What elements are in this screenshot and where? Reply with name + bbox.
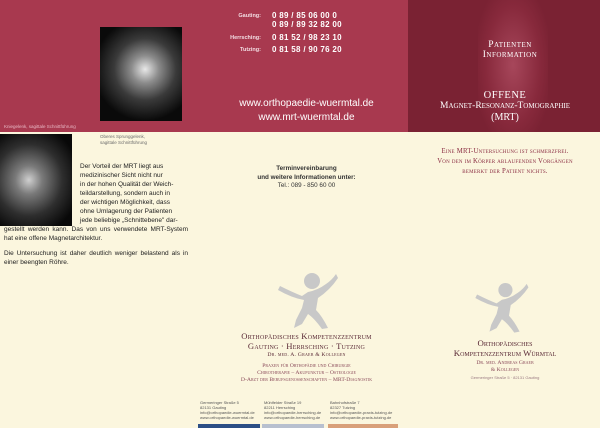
right-title-line-2: Kompetenzzentrum Würmtal — [453, 347, 557, 358]
address-gauting-email[interactable]: info@orthopaedie-wuermtal.de — [200, 410, 255, 415]
figure-logo-icon — [272, 268, 342, 330]
figure-logo-icon — [470, 278, 532, 334]
body-text — [4, 162, 188, 273]
appointment-subtitle: und weitere Informationen unter: — [257, 173, 356, 181]
address-color-bar-gauting — [198, 424, 260, 428]
address-gauting — [200, 400, 255, 420]
body-p1-line-3: in der hohen Qualität der Weich- — [80, 181, 174, 188]
website-url-orthopaedie[interactable]: www.orthopaedie-wuermtal.de — [239, 98, 374, 109]
address-herrsching — [264, 400, 321, 420]
address-gauting-city: 82131 Gauting — [200, 405, 227, 410]
right-intro-line-3: bemerkt der Patient nichts. — [462, 168, 548, 175]
contact-label-herrsching: Herrsching: — [230, 35, 261, 41]
mri-knee-caption — [100, 134, 147, 146]
right-doctor — [410, 360, 600, 374]
right-doctor-name: Dr. med. Andreas Graeb — [476, 360, 534, 366]
contact-label-tutzing: Tutzing: — [240, 47, 261, 53]
patient-info-line-2: Information — [482, 50, 538, 60]
center-doctors: Dr. med. A. Graeb & Kollegen — [267, 352, 346, 358]
right-intro-line-1: Eine MRT-Untersuchung ist schmerzfrei. — [441, 148, 569, 155]
offene-heading: OFFENE — [483, 90, 527, 101]
mri-knee-caption-line-1: Oberes Sprunggelenk, — [100, 134, 146, 139]
contact-number-herrsching: 0 81 52 / 98 23 10 — [272, 33, 342, 42]
center-title-line-2: Gauting · Herrsching · Tutzing — [247, 340, 366, 351]
contact-number-gauting-2: 0 89 / 89 32 82 00 — [272, 20, 342, 29]
address-tutzing-street: Bahnhofstraße 7 — [330, 400, 360, 405]
address-gauting-street: Germeringer Straße 5 — [200, 400, 239, 405]
right-title-line-1: Orthopädisches — [477, 338, 533, 348]
center-service-line-1: Praxen für Orthopädie und Chirurgie — [262, 363, 351, 369]
appointment-phone[interactable]: Tel.: 089 - 850 60 00 — [277, 182, 336, 189]
right-address: Germeringer Straße 5 · 82131 Gauting — [470, 375, 540, 380]
right-intro-text — [410, 147, 600, 177]
right-intro-line-2: Von den im Körper ablaufenden Vorgängen — [437, 158, 573, 165]
address-gauting-web[interactable]: www.orthopaedie-wuermtal.de — [200, 415, 254, 420]
center-service-line-2: Chirotherapie – Akupunktur – Osteologie — [257, 370, 356, 376]
body-p1-line-4: teildarstellung, sondern auch in — [80, 190, 170, 197]
ankle-mri-image — [100, 27, 182, 121]
appointment-info — [205, 165, 408, 191]
address-herrsching-email[interactable]: info@orthopaedie-herrsching.de — [264, 410, 322, 415]
contact-number-gauting-1: 0 89 / 85 06 00 0 — [272, 11, 338, 20]
contact-label-gauting: Gauting: — [238, 13, 261, 19]
contact-number-tutzing: 0 81 58 / 90 76 20 — [272, 45, 342, 54]
right-practice-title — [410, 339, 600, 358]
body-p1-line-2: medizinischer Sicht nicht nur — [80, 172, 163, 179]
address-color-bar-tutzing — [328, 424, 398, 428]
address-herrsching-city: 82211 Herrsching — [264, 405, 296, 410]
website-url-mrt[interactable]: www.mrt-wuermtal.de — [258, 112, 355, 123]
body-p1-line-5: der wichtigen Möglichkeit, dass — [80, 199, 170, 206]
address-herrsching-street: Mühlfelder Straße 19 — [264, 400, 302, 405]
address-color-bar-herrsching — [262, 424, 324, 428]
patient-info-line-1: Patienten — [488, 40, 532, 50]
body-paragraph-1 — [4, 162, 188, 243]
right-kollegen: & Kollegen — [490, 367, 520, 373]
appointment-title: Terminvereinbarung — [276, 165, 337, 172]
body-paragraph-2: Die Untersuchung ist daher deutlich weniger belastend als in einer beengten Röhre. — [4, 250, 188, 266]
center-title-line-1: Orthopädisches Kompetenzzentrum — [241, 331, 372, 341]
mrt-abbreviation: (MRT) — [491, 112, 519, 123]
address-tutzing-web[interactable]: www.orthopaedie-praxis-tutzing.de — [330, 415, 392, 420]
center-service-line-3: D-Arzt der Berufsgenossenschaften – MRT-Diagnostik — [240, 377, 373, 383]
body-p1-tail: gestellt werden kann. Das von uns verwendete MRT-System hat eine offene Magnetarchitektur. — [4, 226, 188, 242]
patient-information-heading — [460, 40, 560, 60]
body-p1-line-1: Der Vorteil der MRT liegt aus — [80, 163, 164, 170]
mri-top-caption: Kniegelenk, sagittale Schnittführung — [4, 124, 76, 129]
body-p1-line-7: jede beliebige „Schnittebene" dar- — [80, 217, 178, 224]
address-herrsching-web[interactable]: www.orthopaedie-herrsching.de — [264, 415, 321, 420]
address-tutzing — [330, 400, 392, 420]
mrt-full-title: Magnet-Resonanz-Tomographie — [440, 101, 570, 111]
address-tutzing-email[interactable]: info@orthopaedie-praxis-tutzing.de — [330, 410, 393, 415]
center-practice-title — [205, 332, 408, 361]
address-tutzing-city: 82327 Tutzing — [330, 405, 356, 410]
mri-knee-caption-line-2: sagittale Schnittführung — [100, 140, 148, 145]
center-services — [205, 363, 408, 384]
body-p1-line-6: ohne Umlagerung der Patienten — [80, 208, 173, 215]
